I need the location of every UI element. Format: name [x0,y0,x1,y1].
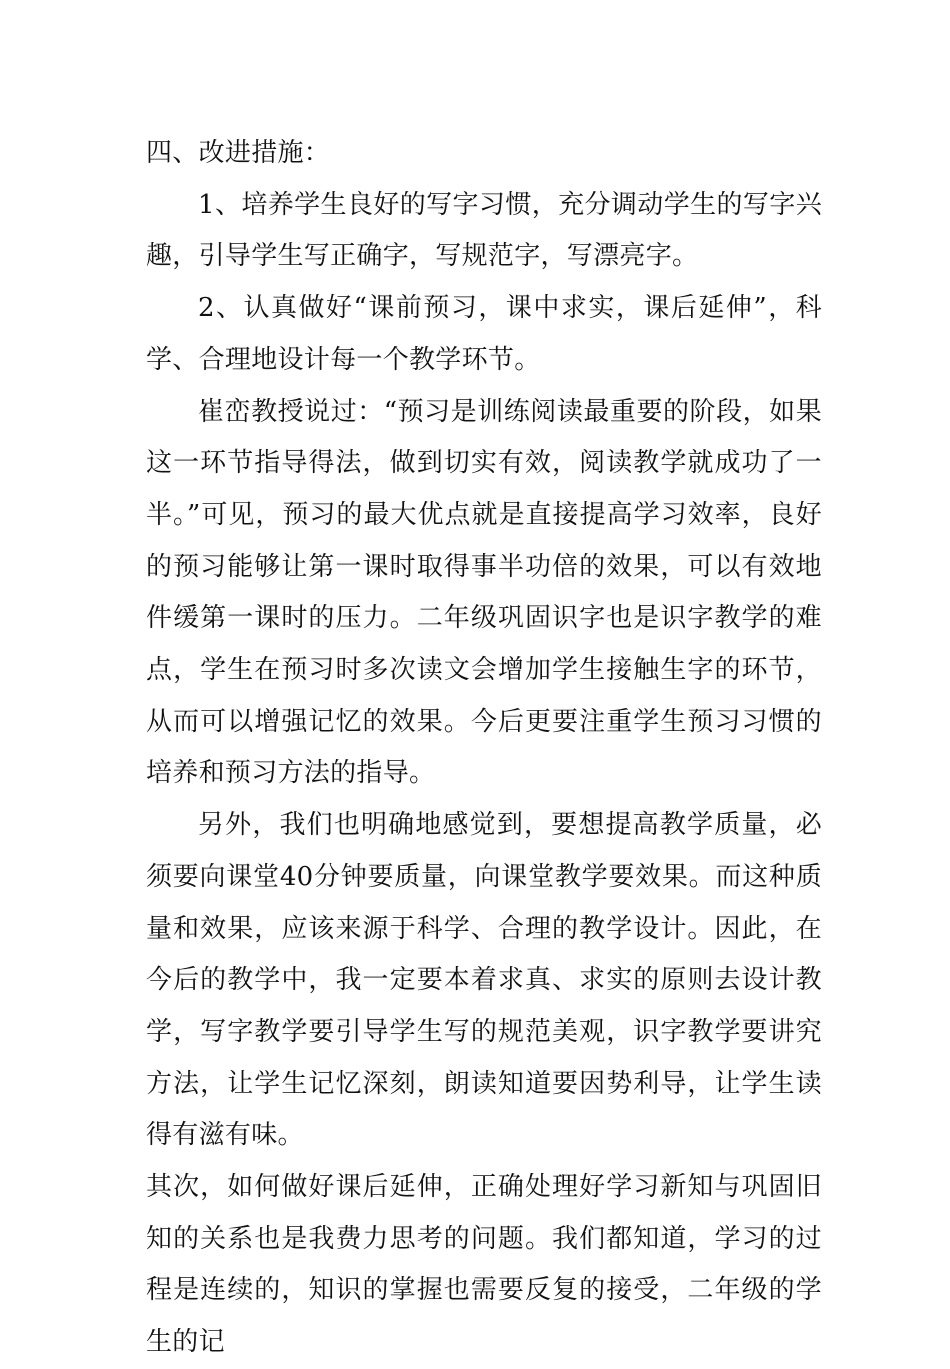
paragraph-5: 其次，如何做好课后延伸，正确处理好学习新知与巩固旧知的关系也是我费力思考的问题。我们都知道，学习的过程是连续的，知识的掌握也需要反复的接受，二年级的学生的记 [146,1172,822,1358]
paragraph-3: 崔峦教授说过：“预习是训练阅读最重要的阶段，如果这一环节指导得法，做到切实有效，阅读教学就成功了一半。”可见，预习的最大优点就是直接提高学习效率，良好的预习能够让第一课时取得事半功倍的效果，可以有效地件缓第一课时的压力。二年级巩固识字也是识字教学的难点，学生在预习时多次读文会增加学生接触生字的环节，从而可以增强记忆的效果。今后更要注重学生预习习惯的培养和预习方法的指导。 [146,396,822,789]
document-body [146,128,822,1369]
paragraph-4: 另外，我们也明确地感觉到，要想提高教学质量，必须要向课堂40分钟要质量，向课堂教学要效果。而这种质量和效果，应该来源于科学、合理的教学设计。因此，在今后的教学中，我一定要本着求真、求实的原则去设计教学，写字教学要引导学生写的规范美观，识字教学要讲究方法，让学生记忆深刻，朗读知道要因势利导，让学生读得有滋有味。 [146,810,822,1151]
paragraph-1: 1、培养学生良好的写字习惯，充分调动学生的写字兴趣，引导学生写正确字，写规范字，写漂亮字。 [146,189,822,272]
section-heading: 四、改进措施： [146,138,331,168]
paragraph-2: 2、认真做好“课前预习，课中求实，课后延伸”，科学、合理地设计每一个教学环节。 [146,293,822,375]
